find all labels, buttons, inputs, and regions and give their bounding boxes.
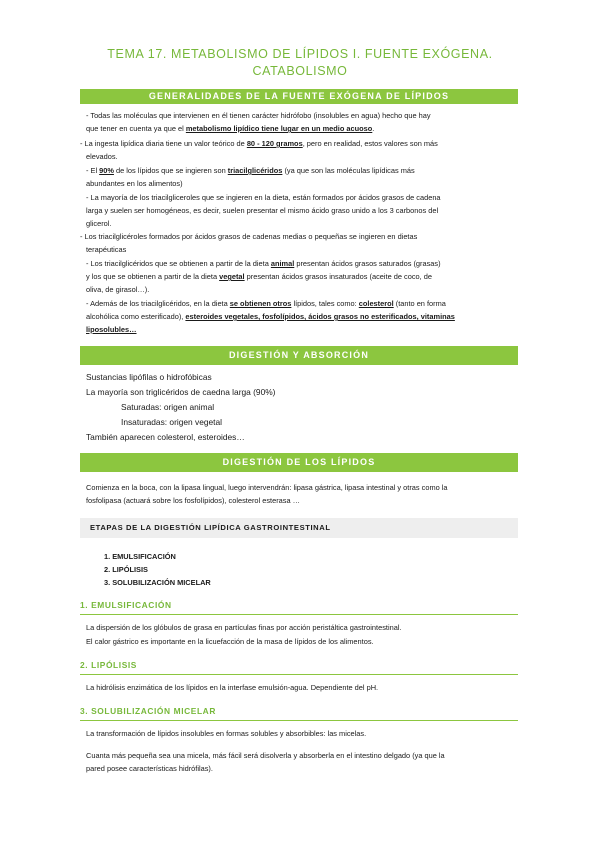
para-line: - Los triacilglicéroles formados por ácidos grasos de cadenas medias o pequeñas se ingieren en dietas xyxy=(80,232,418,241)
para-line: alcohólica como esterificado), esteroides vegetales, fosfolípidos, ácidos grasos no esterificados, vitaminas xyxy=(86,312,455,321)
para-line: - Además de los triacilglicéridos, en la dieta se obtienen otros lípidos, tales como: colesterol (tanto en forma xyxy=(86,299,446,308)
para-line: terapéuticas xyxy=(86,245,127,254)
text-line: Insaturadas: origen vegetal xyxy=(121,417,223,427)
para-line: Comienza en la boca, con la lipasa lingual, luego intervendrán: lipasa gástrica, lipasa intestinal y otras como la xyxy=(86,483,448,492)
para-line: - La ingesta lipídica diaria tiene un valor teórico de 80 - 120 gramos, pero en realidad, estos valores son más xyxy=(80,139,438,148)
text-line: Sustancias lipófilas o hidrofóbicas xyxy=(86,372,212,382)
text-line: La mayoría son triglicéridos de caedna larga (90%) xyxy=(86,387,276,397)
para-line: larga y suelen ser homogéneos, es decir, suelen presentar el mismo ácido graso unido a los 3 carbonos del xyxy=(86,206,439,215)
list-item: 2. LIPÓLISIS xyxy=(104,565,148,574)
para-line: glicerol. xyxy=(86,219,112,228)
para-line: y los que se obtienen a partir de la dieta vegetal presentan ácidos grasos insaturados (aceite de coco, de xyxy=(86,272,432,281)
para-line: liposolubles… xyxy=(86,325,137,334)
para-line: La dispersión de los glóbulos de grasa en partículas finas por acción peristáltica gastrointestinal. xyxy=(86,623,402,632)
subheading-emulsificacion: 1. EMULSIFICACIÓN xyxy=(80,599,518,615)
para-line: - Todas las moléculas que intervienen en él tienen carácter hidrófobo (insolubles en agua) hecho que hay xyxy=(86,111,431,120)
para-line: que tener en cuenta ya que el metabolismo lipídico tiene lugar en un medio acuoso. xyxy=(86,124,375,133)
subheading-lipolisis: 2. LIPÓLISIS xyxy=(80,659,518,675)
subheading-solubilizacion: 3. SOLUBILIZACIÓN MICELAR xyxy=(80,705,518,721)
para-line: La hidrólisis enzimática de los lípidos en la interfase emulsión-agua. Dependiente del pH. xyxy=(86,683,379,692)
text-line: Saturadas: origen animal xyxy=(121,402,215,412)
para-line: elevados. xyxy=(86,152,118,161)
para-line: pared posee características hidrófilas). xyxy=(86,764,213,773)
text-line: También aparecen colesterol, esteroides… xyxy=(86,432,245,442)
para-line: Cuanta más pequeña sea una micela, más fácil será disolverla y absorberla en el intestino delgado (ya que la xyxy=(86,751,445,760)
para-line: - La mayoría de los triacilgliceroles que se ingieren en la dieta, están formados por ácidos grasos de cadena xyxy=(86,193,441,202)
list-item: 1. EMULSIFICACIÓN xyxy=(104,552,176,561)
para-line: fosfolipasa (actuará sobre los fosfolípidos), colesterol esterasa … xyxy=(86,496,301,505)
section-heading-generalidades: GENERALIDADES DE LA FUENTE EXÓGENA DE LÍPIDOS xyxy=(80,89,518,104)
para-line: La transformación de lípidos insolubles en formas solubles y absorbibles: las micelas. xyxy=(86,729,367,738)
etapas-heading: ETAPAS DE LA DIGESTIÓN LIPÍDICA GASTROINTESTINAL xyxy=(80,518,518,538)
section-heading-digestion-lipidos: DIGESTIÓN DE LOS LÍPIDOS xyxy=(80,453,518,472)
para-line: abundantes en los alimentos) xyxy=(86,179,183,188)
para-line: - Los triacilglicéridos que se obtienen a partir de la dieta animal presentan ácidos grasos saturados (grasas) xyxy=(86,259,441,268)
list-item: 3. SOLUBILIZACIÓN MICELAR xyxy=(104,578,211,587)
section-heading-digestion-absorcion: DIGESTIÓN Y ABSORCIÓN xyxy=(80,346,518,365)
para-line: oliva, de girasol…). xyxy=(86,285,150,294)
para-line: - El 90% de los lípidos que se ingieren son triacilglicéridos (ya que son las moléculas lipídicas más xyxy=(86,166,415,175)
page-title: TEMA 17. METABOLISMO DE LÍPIDOS I. FUENTE EXÓGENA. CATABOLISMO xyxy=(107,47,493,78)
para-line: El calor gástrico es importante en la licuefacción de la masa de lípidos de los alimentos. xyxy=(86,637,374,646)
